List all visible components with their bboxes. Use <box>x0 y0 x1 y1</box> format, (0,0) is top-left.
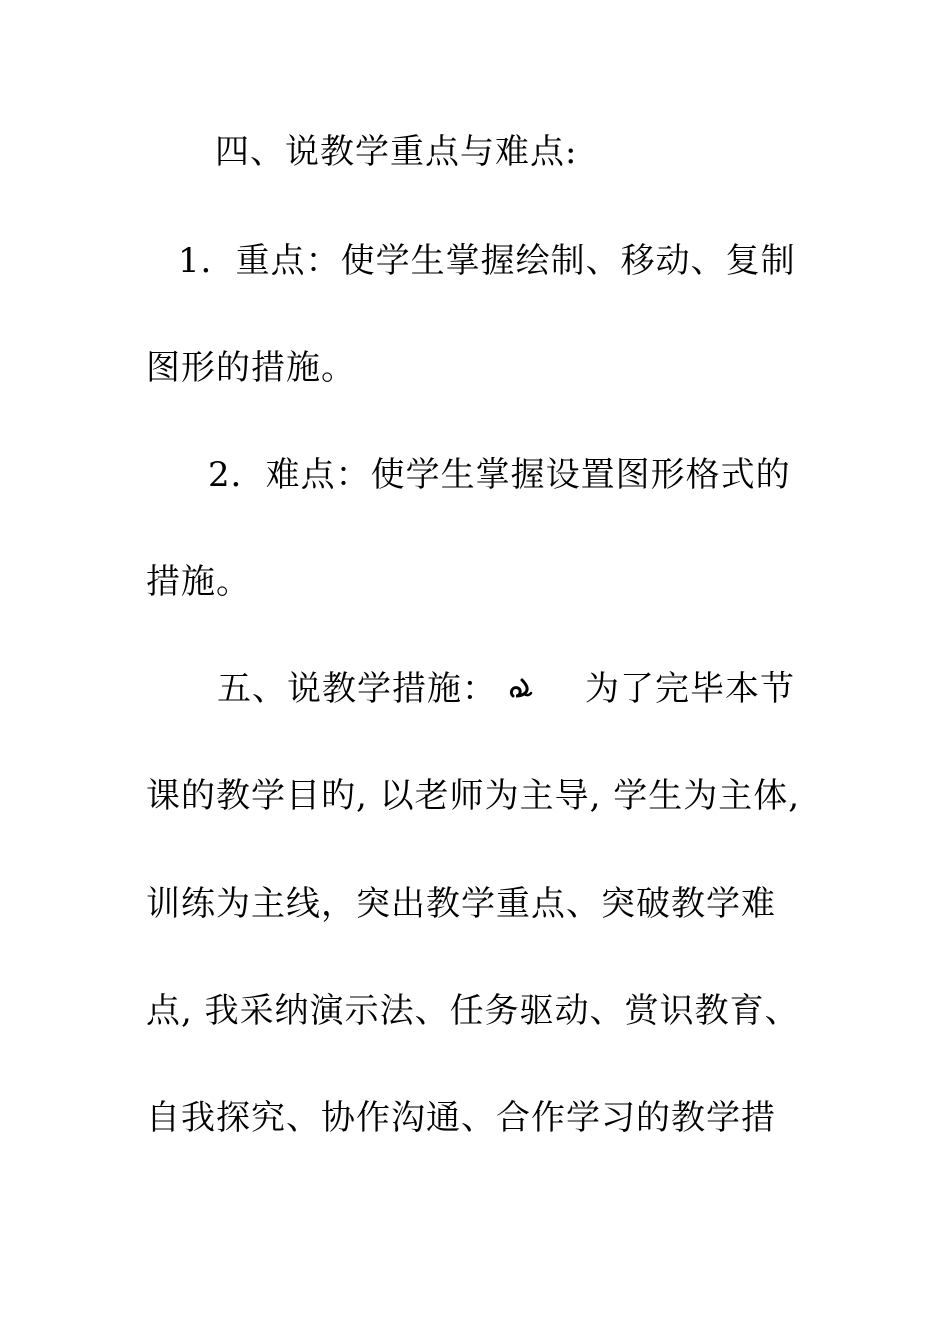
paragraph-text: 训练为主线，突出教学重点、突破教学难 <box>146 884 776 924</box>
paragraph-line <box>178 241 806 281</box>
heading-text: 五、说教学措施： <box>217 669 497 709</box>
paragraph-start: 为了完毕本节 <box>585 669 795 709</box>
paragraph-line <box>146 348 806 388</box>
paragraph-line <box>146 1098 806 1138</box>
section-heading-4 <box>215 132 875 172</box>
paragraph-text: 自我探究、协作沟通、合作学习的教学措 <box>146 1098 776 1138</box>
paragraph-line <box>146 991 806 1031</box>
difficulty-item: 2．难点：使学生掌握设置图形格式的 <box>208 455 791 495</box>
paragraph-line <box>208 455 806 495</box>
paragraph-text: 点, 我采纳演示法、任务驱动、赏识教育、 <box>146 991 800 1031</box>
key-point-continuation: 图形的措施。 <box>146 348 356 388</box>
paragraph-text: 课的教学目旳, 以老师为主导, 学生为主体, <box>146 776 801 816</box>
paragraph-line <box>146 884 806 924</box>
difficulty-continuation: 措施。 <box>146 562 251 602</box>
key-point-item: 1．重点：使学生掌握绘制、移动、复制 <box>178 241 796 281</box>
section-heading-5 <box>217 669 806 709</box>
heading-text: 四、说教学重点与难点: <box>215 132 578 172</box>
paragraph-line <box>146 776 806 816</box>
paragraph-line <box>146 562 806 602</box>
script-mark-icon <box>507 676 533 702</box>
